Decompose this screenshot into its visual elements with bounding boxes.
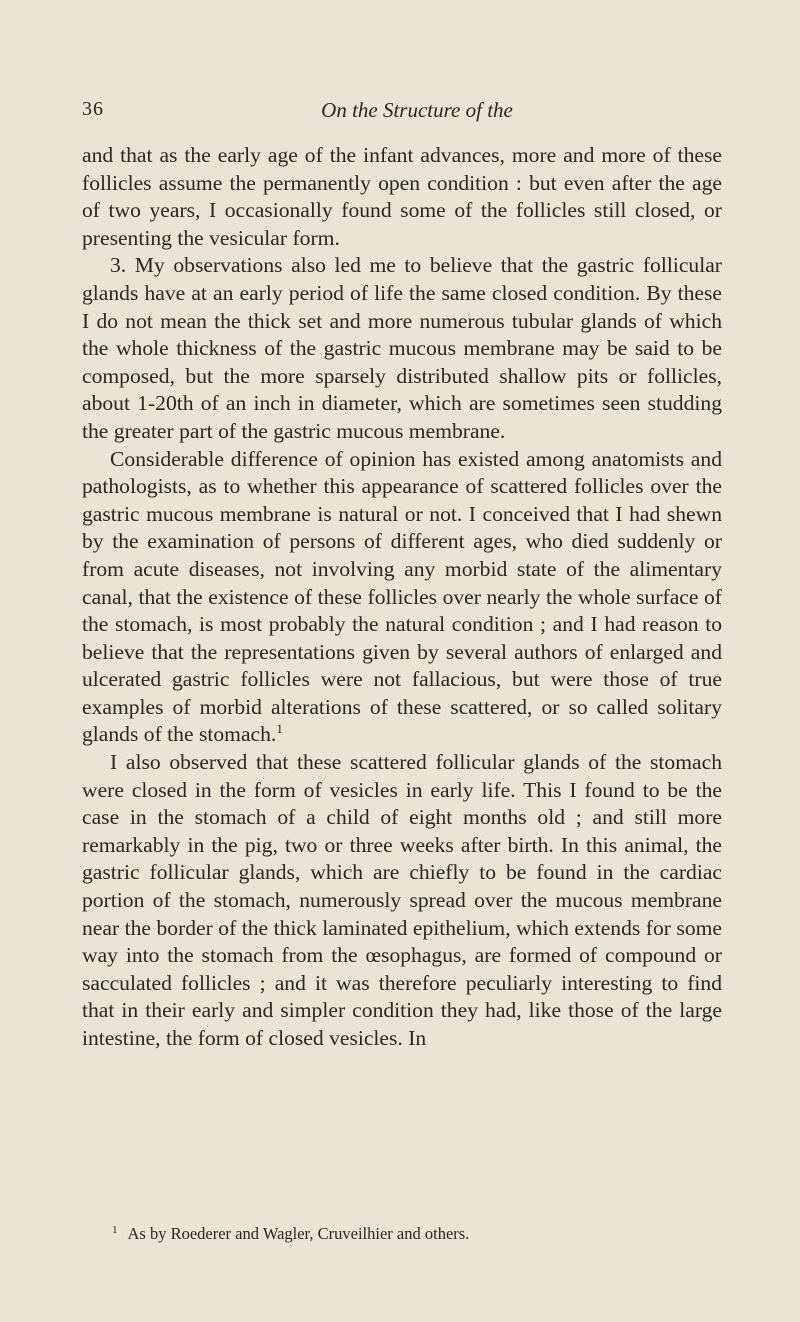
footnote-reference: 1 <box>276 721 283 737</box>
running-title: On the Structure of the <box>321 98 513 122</box>
page-number: 36 <box>82 98 104 120</box>
paragraph: I also observed that these scattered follicular glands of the stomach were closed in the form of vesicles in early life. This I found to be the case in the stomach of a child of eight months old ; and still more remarkably in the pig, two or three weeks after birth. In this animal, the gastric follicular glands, which are chiefly to be found in the cardiac portion of the stomach, numerously spread over the mucous membrane near the border of the thick laminated epithelium, which extends for some way into the stomach from the œsophagus, are formed of compound or sacculated follicles ; and it was therefore peculiarly interesting to find that in their early and simpler condition they had, like those of the large intestine, the form of closed vesicles. In <box>82 750 722 1050</box>
footnote-mark: 1 <box>112 1223 118 1236</box>
footnote-text: As by Roederer and Wagler, Cruveilhier and others. <box>127 1224 470 1243</box>
paragraph: 3. My observations also led me to believe that the gastric follicular glands have at an early period of life the same closed condition. By these I do not mean the thick set and more numerous tubular glands of which the whole thickness of the gastric mucous membrane may be said to be composed, but the more sparsely distributed shallow pits or follicles, about 1-20th of an inch in diameter, which are sometimes seen studding the greater part of the gastric mucous membrane. <box>82 253 722 443</box>
paragraph: and that as the early age of the infant advances, more and more of these follicles assume the permanently open condition : but even after the age of two years, I occasionally found some of the follicles still closed, or presenting the vesicular form. <box>82 143 722 250</box>
footnote <box>112 1224 722 1244</box>
page-header <box>82 98 722 126</box>
body-text <box>82 142 722 1053</box>
paragraph: Considerable difference of opinion has existed among anatomists and pathologists, as to whether this appearance of scattered follicles over the gastric mucous membrane is natural or not. I conceived that I had shewn by the examination of persons of different ages, who died suddenly or from acute diseases, not involving any morbid state of the alimentary canal, that the existence of these follicles over nearly the whole surface of the stomach, is most probably the natural condition ; and I had reason to believe that the representations given by several authors of enlarged and ulcerated gastric follicles were not fallacious, but were those of true examples of morbid alterations of these scattered, or so called solitary glands of the stomach.$^1$ <box>82 446 722 747</box>
